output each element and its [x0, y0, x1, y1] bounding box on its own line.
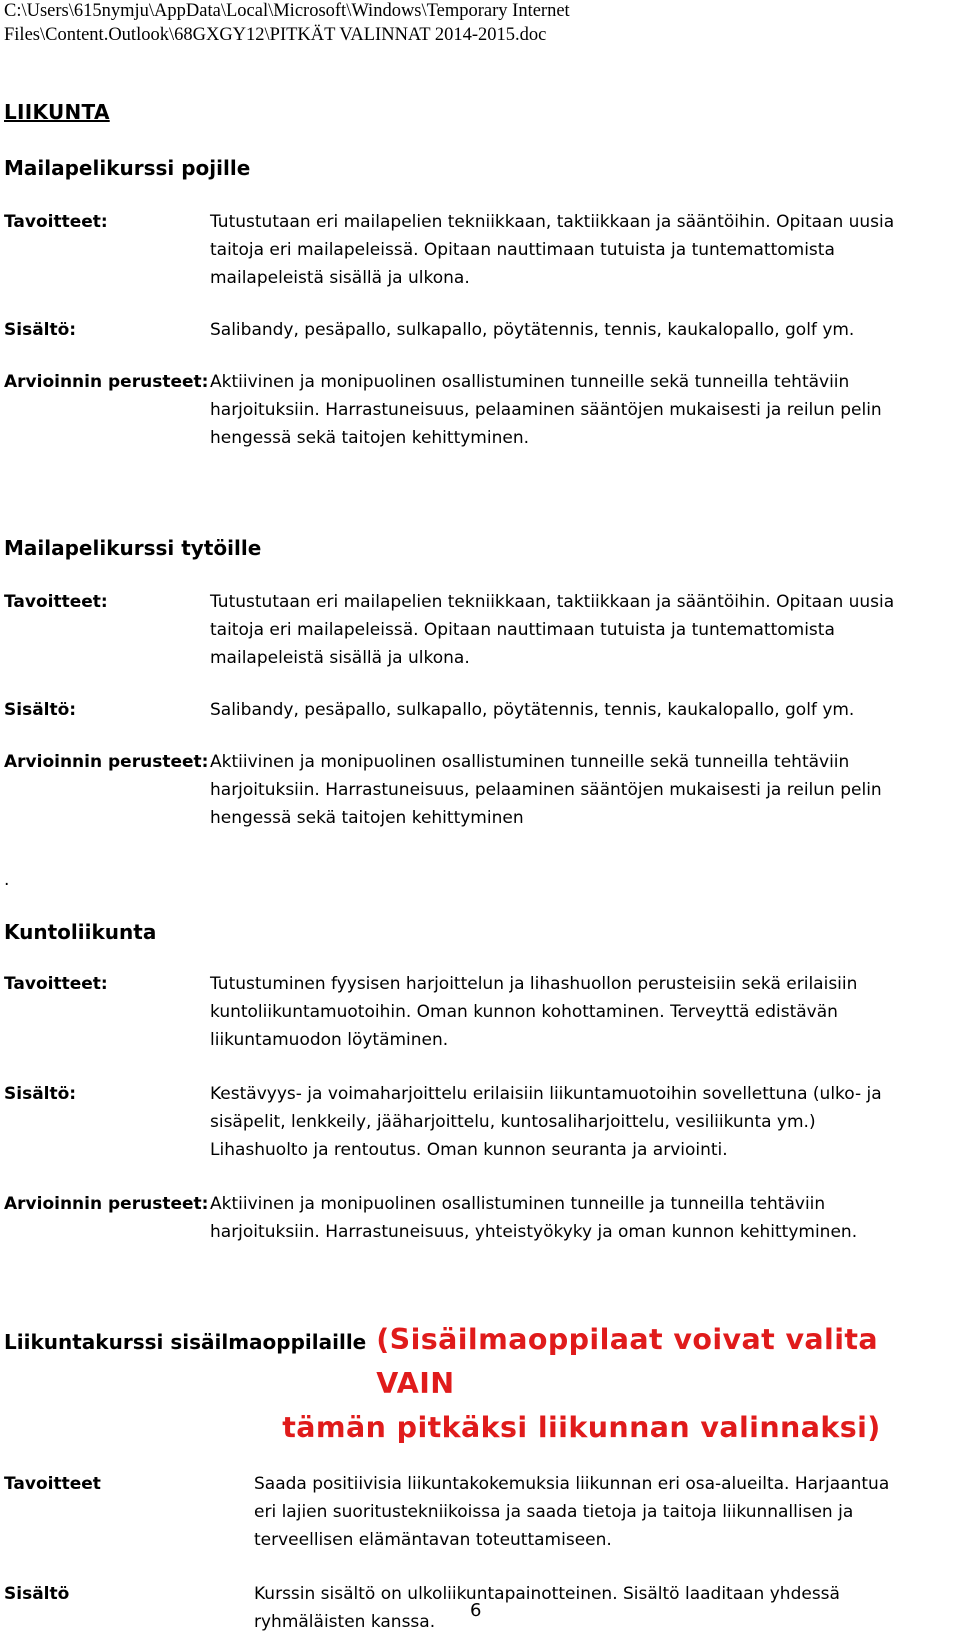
- course-4-goals: [4, 1470, 956, 1554]
- content-text: [210, 696, 854, 724]
- content-label: Sisältö:: [4, 700, 77, 720]
- course-1-goals: [4, 208, 956, 292]
- text-line: ryhmäläisten kanssa.: [254, 1612, 436, 1632]
- text-line: harjoituksiin. Harrastuneisuus, yhteistyökyky ja oman kunnon kehittyminen.: [210, 1222, 858, 1242]
- course-2-goals: [4, 588, 956, 672]
- course-3: [4, 920, 956, 1246]
- page-number: 6: [470, 1600, 482, 1621]
- stray-period: .: [4, 870, 10, 890]
- text-line: liikuntamuodon löytäminen.: [210, 1030, 449, 1050]
- course-2-title: Mailapelikurssi tytöille: [4, 536, 262, 560]
- criteria-label: Arvioinnin perusteet:: [4, 752, 209, 772]
- course-3-content: [4, 1080, 956, 1164]
- text-line: Tutustuminen fyysisen harjoittelun ja lihashuollon perusteisiin sekä erilaisiin: [210, 974, 858, 994]
- course-3-criteria: [4, 1190, 956, 1246]
- document-path-line-1: C:\Users\615nymju\AppData\Local\Microsoft\Windows\Temporary Internet: [4, 1, 570, 21]
- note-line-1: (Sisäilmaoppilaat voivat valita VAIN: [376, 1323, 879, 1400]
- text-line: Tutustutaan eri mailapelien tekniikkaan, taktiikkaan ja sääntöihin. Opitaan uusia: [210, 592, 895, 612]
- criteria-text: [210, 1190, 857, 1246]
- text-line: sisäpelit, lenkkeily, jääharjoittelu, kuntosaliharjoittelu, vesiliikunta ym.): [210, 1112, 816, 1132]
- course-1-content: [4, 316, 956, 344]
- text-line: Aktiivinen ja monipuolinen osallistuminen tunneille sekä tunneilla tehtäviin: [210, 372, 850, 392]
- course-2-criteria: [4, 748, 956, 832]
- main-title-text: LIIKUNTA: [4, 100, 110, 124]
- course-2: [4, 536, 956, 832]
- document-path-line-2: Files\Content.Outlook\68GXGY12\PITKÄT VALINNAT 2014-2015.doc: [4, 24, 547, 45]
- text-line: Kestävyys- ja voimaharjoittelu erilaisiin liikuntamuotoihin sovellettuna (ulko- ja: [210, 1084, 882, 1104]
- note-line-2: tämän pitkäksi liikunnan valinnaksi): [282, 1411, 881, 1444]
- content-label: Sisältö:: [4, 1084, 77, 1104]
- text-line: Salibandy, pesäpallo, sulkapallo, pöytätennis, tennis, kaukalopallo, golf ym.: [210, 700, 855, 720]
- goals-label: Tavoitteet:: [4, 592, 108, 612]
- course-4: [4, 1318, 956, 1636]
- content-text: [210, 316, 854, 344]
- main-title: [4, 100, 956, 124]
- content-label: Sisältö: [4, 1584, 70, 1604]
- course-4-note: [282, 1318, 956, 1450]
- text-line: harjoituksiin. Harrastuneisuus, pelaaminen sääntöjen mukaisesti ja reilun pelin: [210, 780, 882, 800]
- criteria-text: [210, 368, 882, 452]
- course-1-criteria: [4, 368, 956, 452]
- goals-text: [210, 970, 857, 1054]
- goals-label: Tavoitteet: [4, 1474, 101, 1494]
- text-line: terveellisen elämäntavan toteuttamiseen.: [254, 1530, 612, 1550]
- criteria-label: Arvioinnin perusteet:: [4, 1194, 209, 1214]
- course-3-title: Kuntoliikunta: [4, 920, 157, 944]
- course-4-title: Liikuntakurssi sisäilmaoppilaille: [4, 1330, 367, 1354]
- course-4-heading: [4, 1318, 956, 1450]
- goals-label: Tavoitteet:: [4, 212, 108, 232]
- text-line: Lihashuolto ja rentoutus. Oman kunnon seuranta ja arviointi.: [210, 1140, 728, 1160]
- goals-label: Tavoitteet:: [4, 974, 108, 994]
- text-line: harjoituksiin. Harrastuneisuus, pelaaminen sääntöjen mukaisesti ja reilun pelin: [210, 400, 882, 420]
- content-label: Sisältö:: [4, 320, 77, 340]
- text-line: Salibandy, pesäpallo, sulkapallo, pöytätennis, tennis, kaukalopallo, golf ym.: [210, 320, 855, 340]
- text-line: Saada positiivisia liikuntakokemuksia liikunnan eri osa-alueilta. Harjaantua: [254, 1474, 890, 1494]
- text-line: Aktiivinen ja monipuolinen osallistuminen tunneille sekä tunneilla tehtäviin: [210, 752, 850, 772]
- text-line: taitoja eri mailapeleissä. Opitaan nauttimaan tutuista ja tuntemattomista: [210, 240, 835, 260]
- course-2-content: [4, 696, 956, 724]
- criteria-text: [210, 748, 882, 832]
- text-line: mailapeleistä sisällä ja ulkona.: [210, 268, 470, 288]
- content-text: [210, 1080, 882, 1164]
- text-line: Aktiivinen ja monipuolinen osallistuminen tunneille ja tunneilla tehtäviin: [210, 1194, 826, 1214]
- document-path: [4, 0, 570, 47]
- text-line: hengessä sekä taitojen kehittyminen.: [210, 428, 529, 448]
- text-line: kuntoliikuntamuotoihin. Oman kunnon kohottaminen. Terveyttä edistävän: [210, 1002, 838, 1022]
- course-3-goals: [4, 970, 956, 1054]
- text-line: Tutustutaan eri mailapelien tekniikkaan, taktiikkaan ja sääntöihin. Opitaan uusia: [210, 212, 895, 232]
- text-line: hengessä sekä taitojen kehittyminen: [210, 808, 524, 828]
- goals-text: [254, 1470, 889, 1554]
- text-line: mailapeleistä sisällä ja ulkona.: [210, 648, 470, 668]
- text-line: Kurssin sisältö on ulkoliikuntapainotteinen. Sisältö laaditaan yhdessä: [254, 1584, 840, 1604]
- goals-text: [210, 208, 894, 292]
- text-line: taitoja eri mailapeleissä. Opitaan nauttimaan tutuista ja tuntemattomista: [210, 620, 835, 640]
- course-1: [4, 156, 956, 452]
- course-1-title: Mailapelikurssi pojille: [4, 156, 251, 180]
- text-line: eri lajien suoritustekniikoissa ja saada tietoja ja taitoja liikunnallisen ja: [254, 1502, 854, 1522]
- criteria-label: Arvioinnin perusteet:: [4, 372, 209, 392]
- goals-text: [210, 588, 894, 672]
